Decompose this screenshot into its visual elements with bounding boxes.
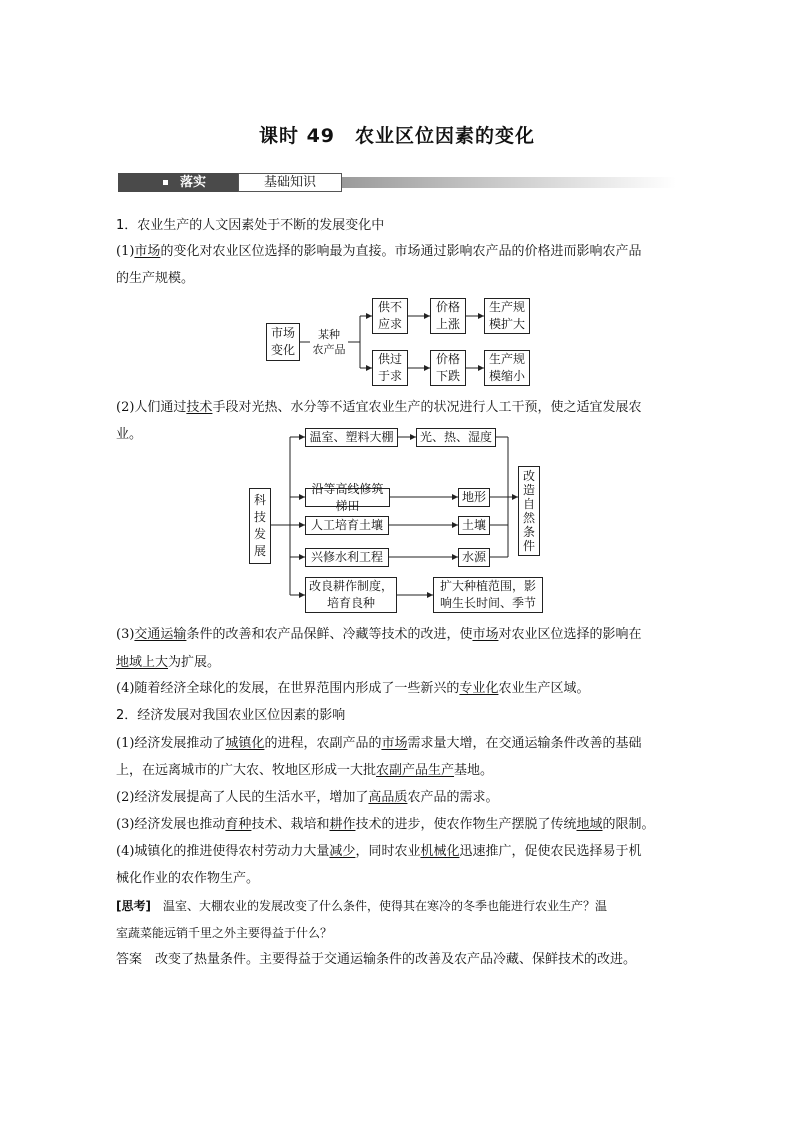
banner-subtitle: 基础知识 (238, 173, 342, 192)
method-box-4: 兴修水利工程 (305, 548, 389, 567)
s1-paragraph-1-cont: 的生产规模。 (116, 271, 195, 286)
s1-paragraph-2-cont: 业。 (116, 427, 143, 442)
s1-paragraph-4 (116, 680, 680, 698)
method-box-5 (305, 577, 397, 613)
text: (3)经济发展也推动 (116, 817, 226, 832)
box-char: 然 (522, 511, 535, 525)
text: (1)经济发展推动了 (116, 736, 226, 751)
box-line: 培育良种 (326, 596, 375, 610)
text: 迅速推广，促使农民选择易于机 (459, 844, 642, 859)
method-box-1: 温室、塑料大棚 (305, 428, 398, 447)
underlined-term: 市场 (134, 244, 161, 259)
box-line: 扩大种植范围，影 (439, 579, 536, 593)
box-char: 自 (522, 497, 535, 511)
underlined-term: 机械化 (420, 844, 460, 859)
s2-paragraph-1-cont (116, 762, 680, 780)
underlined-term: 地域 (576, 817, 603, 832)
underlined-term: 交通运输 (134, 627, 187, 642)
text: 技术的进步，使农作物生产摆脱了传统 (355, 817, 577, 832)
text: (2)经济发展提高了人民的生活水平，增加了 (116, 790, 369, 805)
underlined-term: 技术 (186, 400, 213, 415)
text: (4)城镇化的推进使得农村劳动力大量 (116, 844, 330, 859)
text: 上，在远离城市的广大农、牧地区形成一大批 (116, 763, 377, 778)
box-char: 件 (522, 539, 535, 553)
banner-tag-label: 落实 (180, 175, 207, 190)
factor-box-1: 光、热、湿度 (416, 428, 496, 447)
text: (2)人们通过 (116, 400, 187, 415)
text: 为扩展。 (168, 655, 221, 670)
box-line: 供过 (377, 352, 402, 366)
text: 基地。 (454, 763, 494, 778)
think-label: [思考] (116, 899, 151, 913)
factor-box-4: 水源 (458, 548, 490, 567)
box-line: 下跌 (435, 369, 460, 383)
box-char: 发 (253, 527, 266, 541)
s2-paragraph-2 (116, 789, 680, 807)
text: 的限制。 (602, 817, 655, 832)
text: 条件的改善和农产品保鲜、冷藏等技术的改进，使 (186, 627, 473, 642)
answer-label: 答案 (116, 952, 143, 967)
box-char: 条 (522, 525, 535, 539)
box-line: 于求 (377, 369, 402, 383)
text: 需求量大增，在交通运输条件改善的基础 (407, 736, 642, 751)
box-line: 市场 (270, 326, 295, 340)
answer (116, 951, 680, 969)
box-line: 生产规 (488, 300, 525, 314)
diagram2-left-box (249, 488, 271, 564)
page-title: 课时 49 农业区位因素的变化 (258, 125, 536, 147)
box-line: 改良耕作制度， (308, 579, 393, 593)
underlined-term: 农副产品生产 (376, 763, 455, 778)
label-line: 某种 (318, 328, 340, 341)
box-line: 模缩小 (488, 369, 525, 383)
section-1-heading: 1．农业生产的人文因素处于不断的发展变化中 (116, 218, 385, 233)
factor-box-2: 地形 (458, 488, 490, 507)
text: ，同时农业 (355, 844, 421, 859)
box-line: 价格 (435, 300, 460, 314)
box-line: 响生长时间、季节 (439, 596, 536, 610)
text: 的变化对农业区位选择的影响最为直接。市场通过影响农产品的价格进而影响农产品 (160, 244, 642, 259)
factor-box-3: 土壤 (458, 516, 490, 535)
s2-paragraph-1 (116, 735, 680, 753)
text: (1) (116, 244, 135, 259)
text: (4)随着经济全球化的发展，在世界范围内形成了一些新兴的 (116, 681, 460, 696)
box-line: 价格 (435, 352, 460, 366)
underlined-term: 耕作 (329, 817, 356, 832)
box-line: 上涨 (435, 317, 460, 331)
s1-paragraph-3 (116, 626, 680, 644)
s2-paragraph-4 (116, 843, 680, 861)
method-box-2: 沿等高线修筑梯田 (305, 488, 390, 507)
text: 的进程，农副产品的 (264, 736, 382, 751)
underlined-term: 市场 (472, 627, 499, 642)
box-char: 造 (522, 483, 535, 497)
s1-paragraph-3-cont (116, 654, 680, 672)
text: 手段对光热、水分等不适宜农业生产的状况进行人工干预，使之适宜发展农 (212, 400, 642, 415)
box-char: 科 (253, 493, 266, 507)
box-char: 展 (253, 544, 266, 558)
underlined-term: 市场 (381, 736, 408, 751)
box-char: 技 (253, 510, 266, 524)
method-box-3: 人工培育土壤 (305, 516, 389, 535)
section-2-heading: 2．经济发展对我国农业区位因素的影响 (116, 708, 346, 723)
box-line: 应求 (377, 317, 402, 331)
text: 农产品的需求。 (407, 790, 499, 805)
think-question-cont: 室蔬菜能远销千里之外主要得益于什么？ (116, 926, 333, 940)
underlined-term: 减少 (329, 844, 356, 859)
box-line: 供不 (377, 300, 402, 314)
text: 技术、栽培和 (251, 817, 330, 832)
think-question-text: 温室、大棚农业的发展改变了什么条件，使得其在寒冷的冬季也能进行农业生产？温 (163, 899, 608, 913)
s2-paragraph-4-cont: 械化作业的农作物生产。 (116, 871, 260, 886)
think-question (116, 897, 680, 915)
box-line: 生产规 (488, 352, 525, 366)
underlined-term: 育种 (225, 817, 252, 832)
label-line: 农产品 (312, 343, 346, 356)
effect-box-5 (433, 577, 543, 613)
text: 农业生产区域。 (498, 681, 590, 696)
diagram2-right-box (518, 466, 540, 556)
underlined-term: 城镇化 (225, 736, 265, 751)
underlined-term: 专业化 (459, 681, 499, 696)
text: (3) (116, 627, 135, 642)
underlined-term: 高品质 (368, 790, 408, 805)
box-line: 模扩大 (488, 317, 525, 331)
text: 对农业区位选择的影响在 (498, 627, 642, 642)
box-line: 变化 (270, 343, 295, 357)
box-char: 改 (522, 469, 535, 483)
s2-paragraph-3 (116, 816, 680, 834)
answer-text: 改变了热量条件。主要得益于交通运输条件的改善及农产品冷藏、保鲜技术的改进。 (155, 952, 637, 967)
underlined-term: 地域上大 (116, 655, 169, 670)
